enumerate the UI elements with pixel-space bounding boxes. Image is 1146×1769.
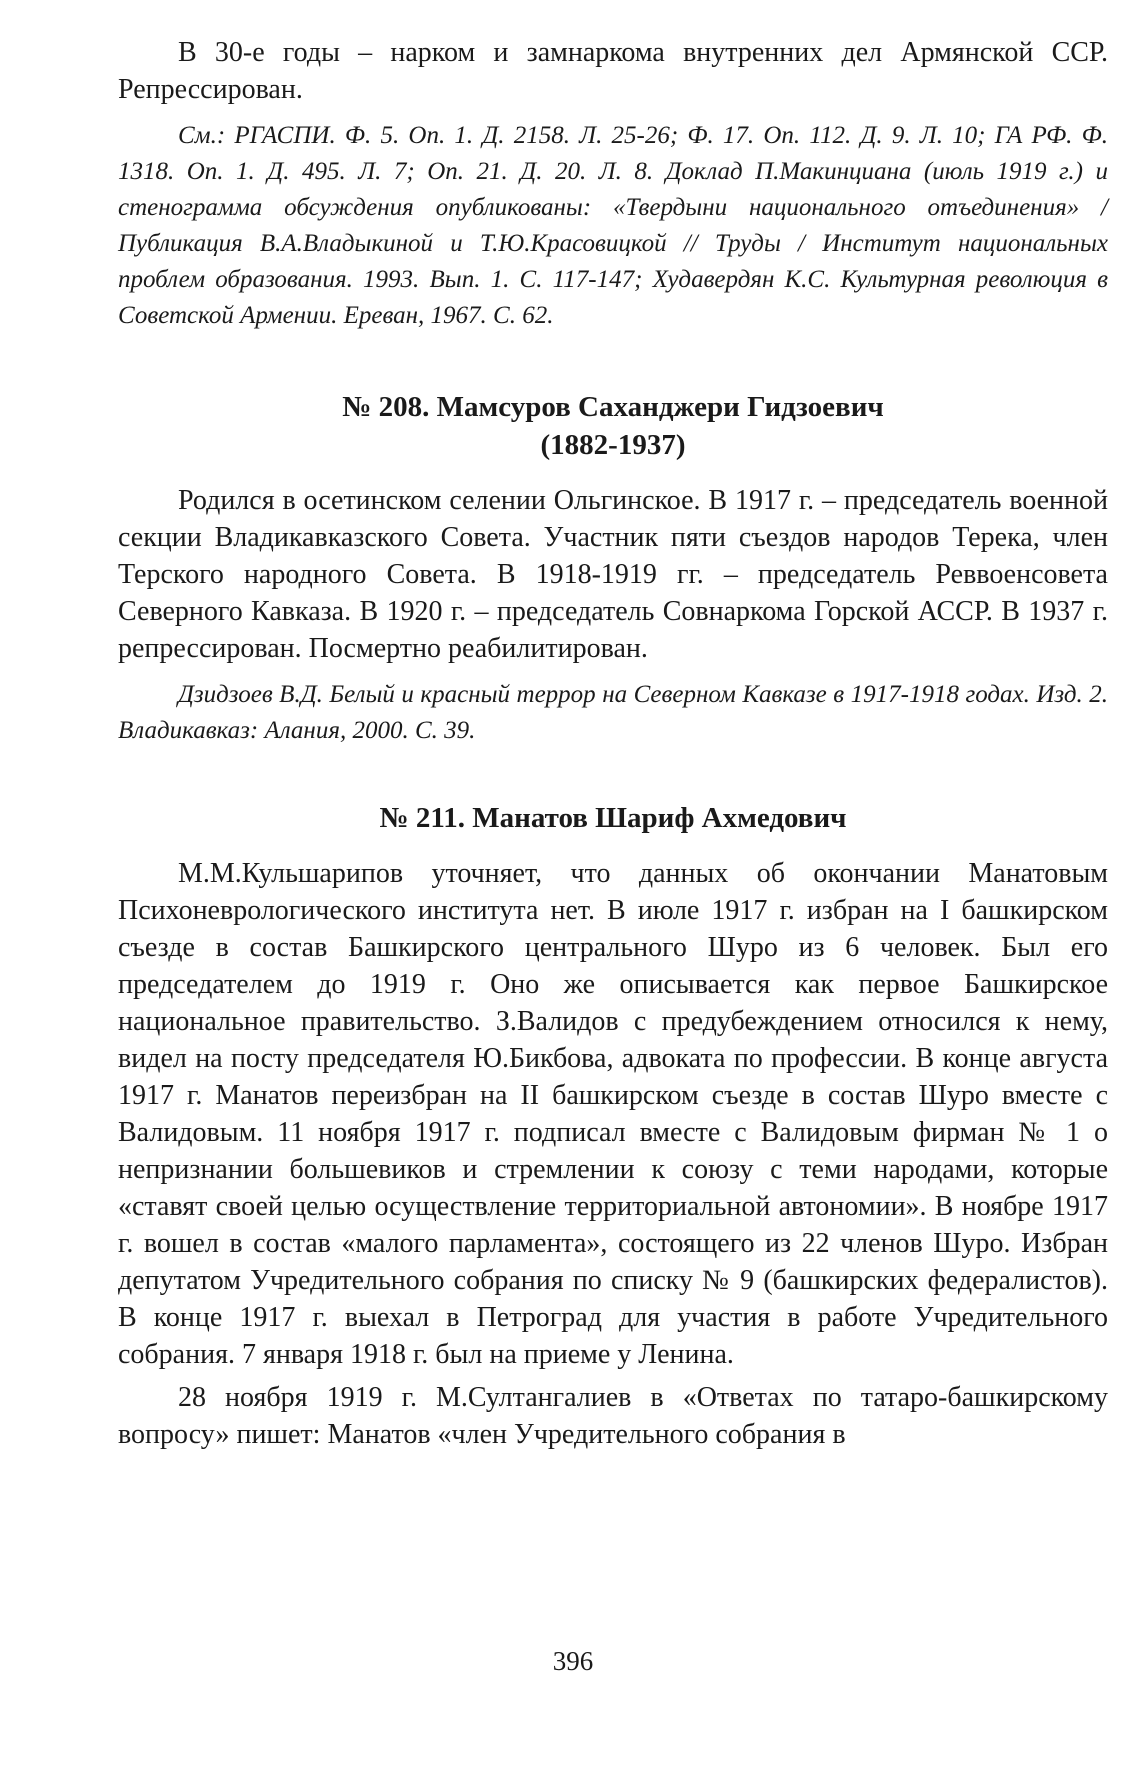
entry-208-heading: № 208. Мамсуров Саханджери Гидзоевич <box>342 391 884 423</box>
entry-208 <box>118 388 1108 749</box>
entry-208-years: (1882-1937) <box>540 429 686 461</box>
entry-208-text: Родился в осетинском селении Ольгинское. В 1917 г. – председатель военной секции Владикавказского Совета. Участник пяти съездов народов Терека, член Терского народного Совета. В 1918-1919 гг. – председатель Реввоенсовета Северного Кавказа. В 1920 г. – председатель Совнаркома Горской АССР. В 1937 г. репрессирован. Посмертно реабилитирован. <box>118 485 1108 664</box>
entry-211-paragraph-1: М.М.Кульшарипов уточняет, что данных об окончании Манатовым Психоневрологического института нет. В июле 1917 г. избран на I башкирском съезде в состав Башкирского центрального Шуро из 6 человек. Был его председателем до 1919 г. Оно же описывается как первое Башкирское национальное правительство. З.Валидов с предубеждением относился к нему, видел на посту председателя Ю.Бикбова, адвоката по профессии. В конце августа 1917 г. Манатов переизбран на II башкирском съезде в состав Шуро вместе с Валидовым. 11 ноября 1917 г. подписал вместе с Валидовым фирман № 1 о непризнании большевиков и стремлении к союзу с теми народами, которые «ставят своей целью осуществление территориальной автономии». В ноябре 1917 г. вошел в состав «малого парламента», состоящего из 22 членов Шуро. Избран депутатом Учредительного собрания по списку № 9 (башкирских федералистов). В конце 1917 г. выехал в Петроград для участия в работе Учредительного собрания. 7 января 1918 г. был на приеме у Ленина. <box>118 858 1108 1370</box>
entry-208-source: Дзидзоев В.Д. Белый и красный террор на Северном Кавказе в 1917-1918 годах. Изд. 2. Владикавказ: Алания, 2000. С. 39. <box>118 681 1108 744</box>
entry-211-heading: № 211. Манатов Шариф Ахмедович <box>379 802 847 834</box>
entry-continuation-text: В 30-е годы – нарком и замнаркома внутренних дел Армянской ССР. Репрессирован. <box>118 37 1108 105</box>
entry-continuation <box>118 34 1108 334</box>
page-number: 396 <box>552 1646 594 1676</box>
document-page <box>118 34 1108 1453</box>
entry-continuation-source: См.: РГАСПИ. Ф. 5. Оп. 1. Д. 2158. Л. 25-26; Ф. 17. Оп. 112. Д. 9. Л. 10; ГА РФ. Ф. 1318. Оп. 1. Д. 495. Л. 7; Оп. 21. Д. 20. Л. 8. Доклад П.Макинциана (июль 1919 г.) и стенограмма обсуждения опубликованы: «Твердыни национального отъединения» / Публикация В.А.Владыкиной и Т.Ю.Красовицкой // Труды / Институт национальных проблем образования. 1993. Вып. 1. С. 117-147; Худавердян К.С. Культурная революция в Советской Армении. Ереван, 1967. С. 62. <box>118 122 1108 329</box>
entry-211-paragraph-2: 28 ноября 1919 г. М.Султангалиев в «Ответах по татаро-башкирскому вопросу» пишет: Манатов «член Учредительного собрания в <box>118 1382 1108 1450</box>
entry-211 <box>118 799 1108 1453</box>
